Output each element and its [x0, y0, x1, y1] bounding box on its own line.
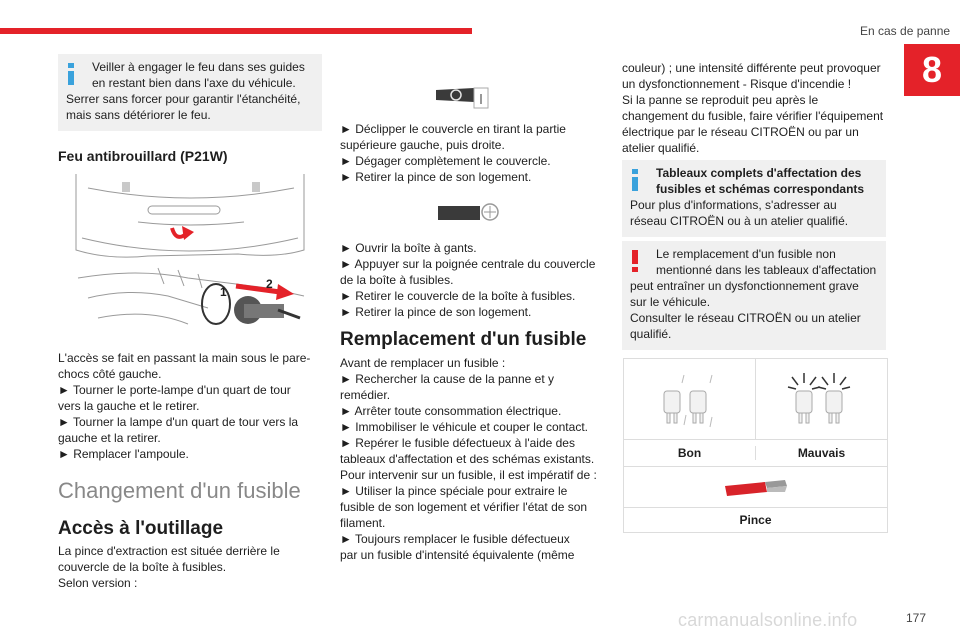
text-line: atelier qualifié.: [622, 141, 700, 155]
text-line: ► Retirer la pince de son logement.: [340, 305, 532, 319]
text-line: ► Arrêter toute consommation électrique.: [340, 404, 562, 418]
note-title: fusibles et schémas correspondants: [656, 182, 865, 196]
warning-icon: [632, 250, 638, 272]
text-line: La pince d'extraction est située derrière le: [58, 544, 280, 558]
figure-label-1: 1: [220, 285, 227, 299]
fuse-images-row: [624, 359, 887, 440]
bad-label: Mauvais: [755, 446, 887, 460]
warning-note-fuse: [622, 241, 886, 350]
text-line: un dysfonctionnement - Risque d'incendie !: [622, 77, 852, 91]
fog-lamp-title: Feu antibrouillard (P21W): [58, 148, 228, 164]
text-line: couvercle de la boîte à fusibles.: [58, 560, 227, 574]
text-line: gauche et la retirer.: [58, 431, 161, 445]
page-number: 177: [906, 611, 927, 625]
note-line: Serrer sans forcer pour garantir l'étanchéité,: [66, 92, 301, 106]
text-line: par un fusible d'intensité équivalente (même: [340, 548, 575, 562]
right-text-1: [622, 60, 892, 156]
tool-access-heading: Accès à l'outillage: [58, 518, 224, 539]
fuse-replace-text: [340, 355, 610, 563]
note-line: sur le véhicule.: [630, 295, 711, 309]
note-title: Tableaux complets d'affectation des: [656, 166, 862, 180]
fuse-labels-row: [624, 440, 887, 467]
tool-access-text: [58, 543, 328, 591]
text-line: Pour intervenir sur un fusible, il est impératif de :: [340, 468, 597, 482]
text-line: ► Remplacer l'ampoule.: [58, 447, 189, 461]
note-line: réseau CITROËN ou à un atelier qualifié.: [630, 214, 849, 228]
note-line: Veiller à engager le feu dans ses guides: [92, 60, 305, 74]
note-line: Le remplacement d'un fusible non: [656, 247, 836, 261]
dashboard-right-illustration: [436, 198, 502, 228]
info-icon: [68, 63, 74, 85]
middle-text-1: [340, 121, 606, 185]
good-fuse-illustration: [650, 363, 730, 435]
text-line: Selon version :: [58, 576, 138, 590]
dashboard-left-illustration: [434, 82, 492, 112]
text-line: filament.: [340, 516, 386, 530]
chapter-badge: 8: [904, 44, 960, 96]
figure-label-2: 2: [266, 277, 273, 291]
text-line: Si la panne se reproduit peu après le: [622, 93, 819, 107]
text-line: changement du fusible, faire vérifier l'équipement: [622, 109, 884, 123]
right-info-column: [622, 160, 886, 237]
note-line: qualifié.: [630, 327, 672, 341]
bad-fuse-illustration: [782, 363, 862, 435]
section-title: En cas de panne: [860, 24, 951, 38]
info-note-fog: [58, 54, 322, 131]
note-line: Pour plus d'informations, s'adresser au: [630, 198, 837, 212]
text-line: de la boîte à fusibles.: [340, 273, 454, 287]
bad-fuse-cell: [755, 359, 887, 439]
note-line: mentionné dans les tableaux d'affectation: [656, 263, 877, 277]
text-line: ► Ouvrir la boîte à gants.: [340, 241, 477, 255]
text-line: ► Immobiliser le véhicule et couper le contact.: [340, 420, 588, 434]
text-line: supérieure gauche, puis droite.: [340, 138, 505, 152]
left-column: [58, 54, 322, 131]
good-fuse-cell: [624, 359, 755, 439]
text-line: ► Tourner le porte-lampe d'un quart de tour: [58, 383, 291, 397]
right-warning-column: [622, 241, 886, 350]
fuse-state-table: [623, 358, 888, 533]
text-line: remédier.: [340, 388, 391, 402]
pliers-label: Pince: [739, 513, 772, 527]
fuse-replace-heading: Remplacement d'un fusible: [340, 329, 587, 350]
text-line: ► Dégager complètement le couvercle.: [340, 154, 551, 168]
watermark: carmanualsonline.info: [678, 610, 858, 630]
text-line: tableaux d'affectation et des schémas existants.: [340, 452, 595, 466]
text-line: ► Toujours remplacer le fusible défectueux: [340, 532, 570, 546]
text-line: chocs côté gauche.: [58, 367, 162, 381]
fuse-change-heading: Changement d'un fusible: [58, 478, 301, 503]
pliers-illustration: [721, 474, 791, 500]
text-line: ► Repérer le fusible défectueux à l'aide des: [340, 436, 575, 450]
good-label: Bon: [677, 446, 702, 460]
text-line: ► Rechercher la cause de la panne et y: [340, 372, 555, 386]
fog-instructions: [58, 350, 328, 462]
text-line: électrique par le réseau CITROËN ou par un: [622, 125, 859, 139]
note-line: Consulter le réseau CITROËN ou un atelier: [630, 311, 861, 325]
text-line: Avant de remplacer un fusible :: [340, 356, 506, 370]
pliers-label-row: [624, 508, 887, 532]
text-line: L'accès se fait en passant la main sous le pare-: [58, 351, 311, 365]
text-line: couleur) ; une intensité différente peut provoquer: [622, 61, 881, 75]
text-line: ► Appuyer sur la poignée centrale du couvercle: [340, 257, 596, 271]
note-line: peut entraîner un dysfonctionnement grave: [630, 279, 859, 293]
text-line: ► Retirer la pince de son logement.: [340, 170, 532, 184]
text-line: ► Utiliser la pince spéciale pour extraire le: [340, 484, 568, 498]
text-line: ► Retirer le couvercle de la boîte à fusibles.: [340, 289, 576, 303]
info-note-fuse-tables: [622, 160, 886, 237]
text-line: fusible de son logement et vérifier l'état de son: [340, 500, 588, 514]
text-line: vers la gauche et le retirer.: [58, 399, 200, 413]
info-icon: [632, 169, 638, 191]
text-line: ► Tourner la lampe d'un quart de tour vers la: [58, 415, 299, 429]
fog-lamp-illustration: [68, 168, 312, 340]
header-red-bar: [0, 28, 472, 34]
middle-text-2: [340, 240, 606, 320]
note-line: en restant bien dans l'axe du véhicule.: [92, 76, 296, 90]
note-line: mais sans détériorer le feu.: [66, 108, 211, 122]
text-line: ► Déclipper le couvercle en tirant la partie: [340, 122, 566, 136]
pliers-image-row: [624, 467, 887, 508]
